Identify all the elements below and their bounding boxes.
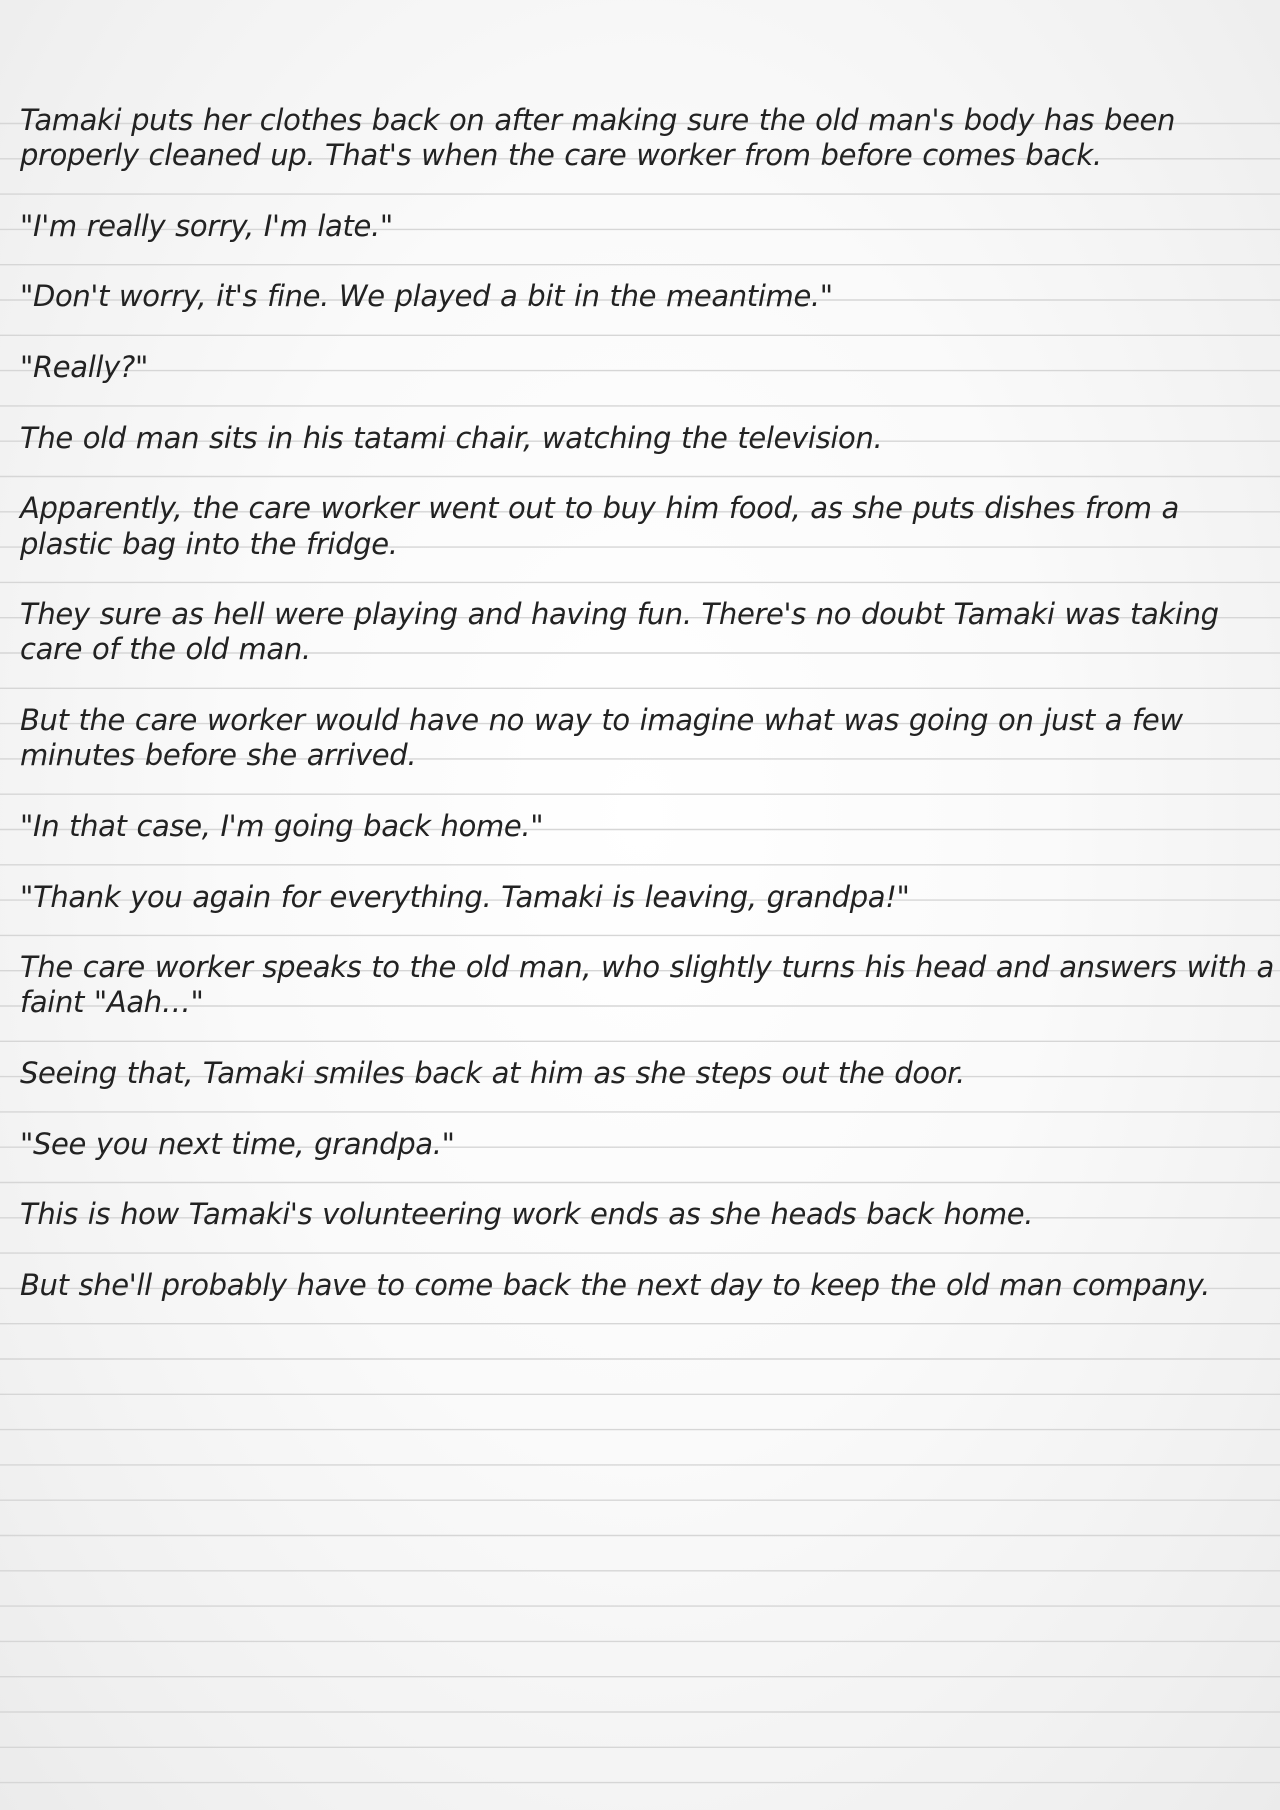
paragraph-9: "In that case, I'm going back home." [20, 808, 544, 843]
paragraph-8: But the care worker would have no way to imagine what was going on just a few minutes before she arrived. [20, 703, 1183, 773]
paragraph-4: "Really?" [20, 350, 148, 385]
paragraph-7: They sure as hell were playing and having fun. There's no doubt Tamaki was taking care of the old man. [20, 597, 1219, 667]
paragraph-5: The old man sits in his tatami chair, watching the television. [20, 420, 883, 455]
paragraph-6: Apparently, the care worker went out to buy him food, as she puts dishes from a plastic bag into the fridge. [20, 491, 1179, 561]
paragraph-11: The care worker speaks to the old man, who slightly turns his head and answers with a faint "Aah…" [20, 950, 1274, 1020]
paragraph-14: This is how Tamaki's volunteering work ends as she heads back home. [20, 1197, 1034, 1232]
story-text [20, 103, 1275, 1338]
paragraph-2: "I'm really sorry, I'm late." [20, 208, 393, 243]
paragraph-1: Tamaki puts her clothes back on after making sure the old man's body has been properly cleaned up. That's when the care worker from before comes back. [20, 103, 1176, 173]
paragraph-3: "Don't worry, it's fine. We played a bit in the meantime." [20, 279, 833, 314]
paragraph-12: Seeing that, Tamaki smiles back at him as she steps out the door. [20, 1056, 965, 1091]
paragraph-15: But she'll probably have to come back the next day to keep the old man company. [20, 1267, 1211, 1302]
paragraph-13: "See you next time, grandpa." [20, 1126, 455, 1161]
paragraph-10: "Thank you again for everything. Tamaki is leaving, grandpa!" [20, 879, 910, 914]
